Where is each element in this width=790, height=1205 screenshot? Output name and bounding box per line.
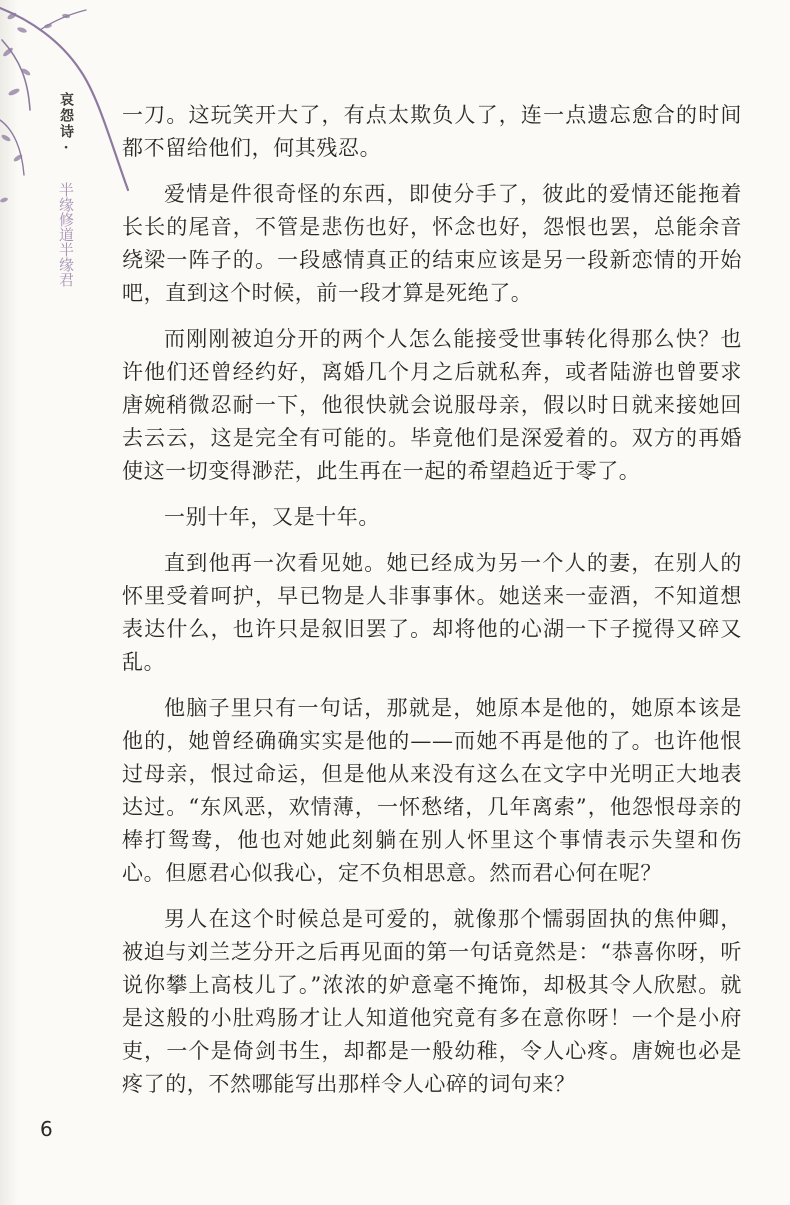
body-text [122,99,742,1114]
series-title: 哀怨诗· [58,92,74,158]
book-title: 半缘修道半缘君 [57,182,75,287]
paragraph-2: 爱情是件很奇怪的东西，即使分手了，彼此的爱情还能拖着长长的尾音，不管是悲伤也好，怀念也好，怨恨也罢，总能余音绕梁一阵子的。一段感情真正的结束应该是另一段新恋情的开始吧，直到这个时候，前一段才算是死绝了。 [122,182,742,305]
paragraph-5: 直到他再一次看见她。她已经成为另一个人的妻，在别人的怀里受着呵护，早已物是人非事事休。她送来一壶酒，不知道想表达什么，也许只是叙旧罢了。却将他的心湖一下子搅得又碎又乱。 [122,551,742,674]
page-number: 6 [40,1117,53,1141]
paragraph-1: 一刀。这玩笑开大了，有点太欺负人了，连一点遗忘愈合的时间都不留给他们，何其残忍。 [122,103,742,160]
paragraph-4: 一别十年，又是十年。 [164,505,380,529]
paragraph-3: 而刚刚被迫分开的两个人怎么能接受世事转化得那么快？也许他们还曾经约好，离婚几个月之后就私奔，或者陆游也曾要求唐婉稍微忍耐一下，他很快就会说服母亲，假以时日就来接她回去云云，这是完全有可能的。毕竟他们是深爱着的。双方的再婚使这一切变得渺茫，此生再在一起的希望趋近于零了。 [122,327,742,483]
paragraph-7: 男人在这个时候总是可爱的，就像那个懦弱固执的焦仲卿，被迫与刘兰芝分开之后再见面的第一句话竟然是：“恭喜你呀，听说你攀上高枝儿了。”浓浓的妒意毫不掩饰，却极其令人欣慰。就是这般的小肚鸡肠才让人知道他究竟有多在意你呀！一个是小府吏，一个是倚剑书生，却都是一般幼稚，令人心疼。唐婉也必是疼了的，不然哪能写出那样令人心碎的词句来？ [122,907,742,1096]
paragraph-6: 他脑子里只有一句话，那就是，她原本是他的，她原本该是他的，她曾经确确实实是他的——而她不再是他的了。也许他恨过母亲，恨过命运，但是他从来没有这么在文字中光明正大地表达过。“东风恶，欢情薄，一怀愁绪，几年离索”，他怨恨母亲的棒打鸳鸯，他也对她此刻躺在别人怀里这个事情表示失望和伤心。但愿君心似我心，定不负相思意。然而君心何在呢？ [122,696,742,885]
